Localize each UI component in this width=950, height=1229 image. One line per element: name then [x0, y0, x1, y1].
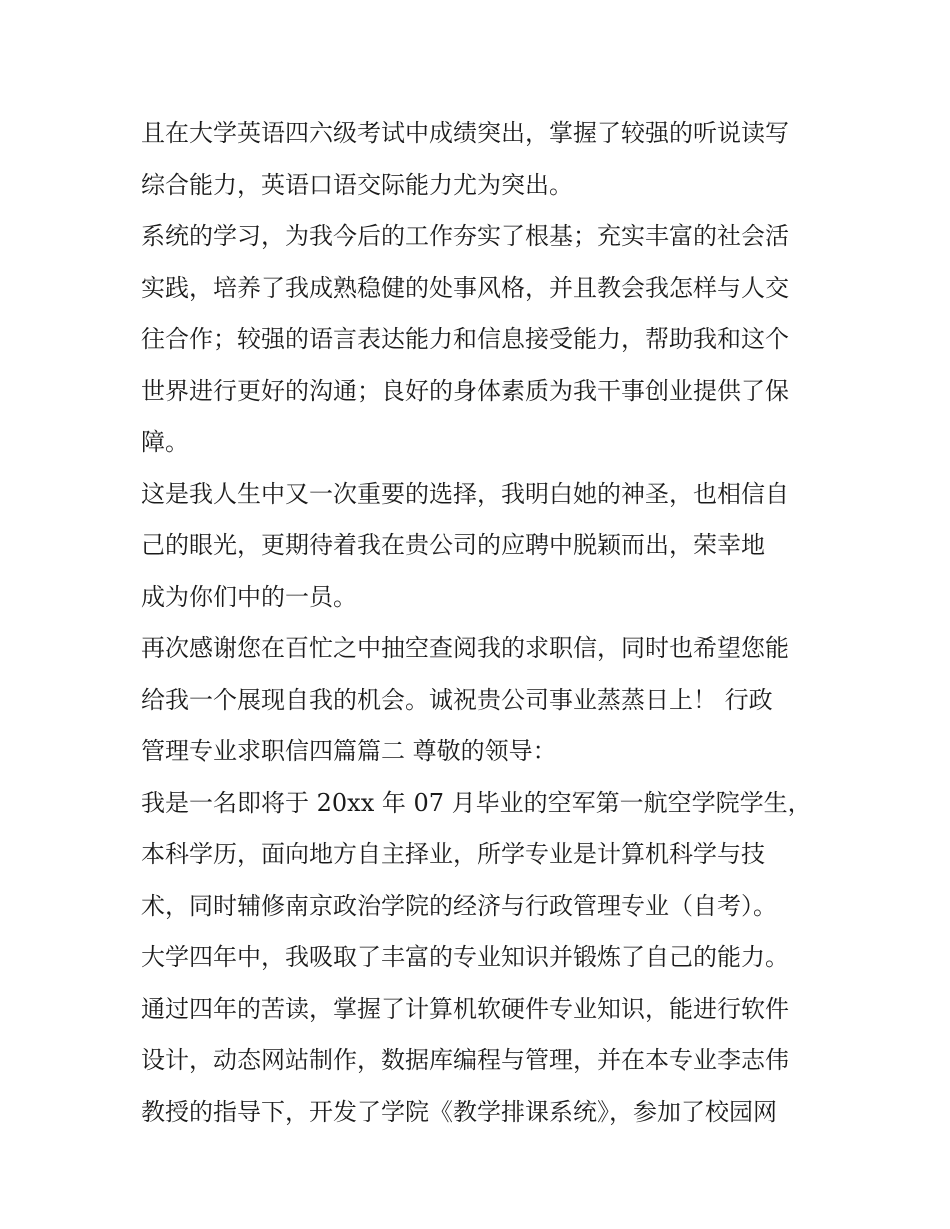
text-line: 给我一个展现自我的机会。诚祝贵公司事业蒸蒸日上！ 行政 [141, 685, 773, 714]
text-line: 我是一名即将于 20xx 年 07 月毕业的空军第一航空学院学生， [141, 788, 812, 817]
body-text [141, 108, 831, 1138]
text-line: 再次感谢您在百忙之中抽空查阅我的求职信，同时也希望您能 [141, 634, 789, 662]
text-line: 障。 [141, 428, 189, 456]
text-line: 己的眼光，更期待着我在贵公司的应聘中脱颖而出，荣幸地 [141, 531, 765, 559]
text-line: 通过四年的苦读，掌握了计算机软硬件专业知识，能进行软件 [141, 994, 789, 1023]
text-line: 世界进行更好的沟通；良好的身体素质为我干事创业提供了保 [141, 376, 789, 405]
text-line: 管理专业求职信四篇篇二 尊敬的领导： [141, 737, 557, 765]
text-line: 且在大学英语四六级考试中成绩突出，掌握了较强的听说读写 [141, 119, 789, 147]
text-line: 综合能力，英语口语交际能力尤为突出。 [141, 170, 573, 199]
text-line: 往合作；较强的语言表达能力和信息接受能力，帮助我和这个 [141, 325, 789, 353]
text-line: 设计，动态网站制作，数据库编程与管理，并在本专业李志伟 [141, 1046, 789, 1074]
text-line: 实践，培养了我成熟稳健的处事风格，并且教会我怎样与人交 [141, 273, 789, 302]
text-line: 大学四年中，我吸取了丰富的专业知识并锻炼了自己的能力。 [141, 943, 789, 971]
text-line: 成为你们中的一员。 [141, 582, 357, 611]
text-line: 教授的指导下，开发了学院《教学排课系统》，参加了校园网 [141, 1097, 777, 1126]
text-line: 本科学历，面向地方自主择业，所学专业是计算机科学与技 [141, 840, 765, 868]
text-line: 系统的学习，为我今后的工作夯实了根基；充实丰富的社会活 [141, 222, 789, 250]
text-line: 术，同时辅修南京政治学院的经济与行政管理专业（自考）。 [141, 891, 777, 920]
text-line: 这是我人生中又一次重要的选择，我明白她的神圣，也相信自 [141, 479, 789, 508]
